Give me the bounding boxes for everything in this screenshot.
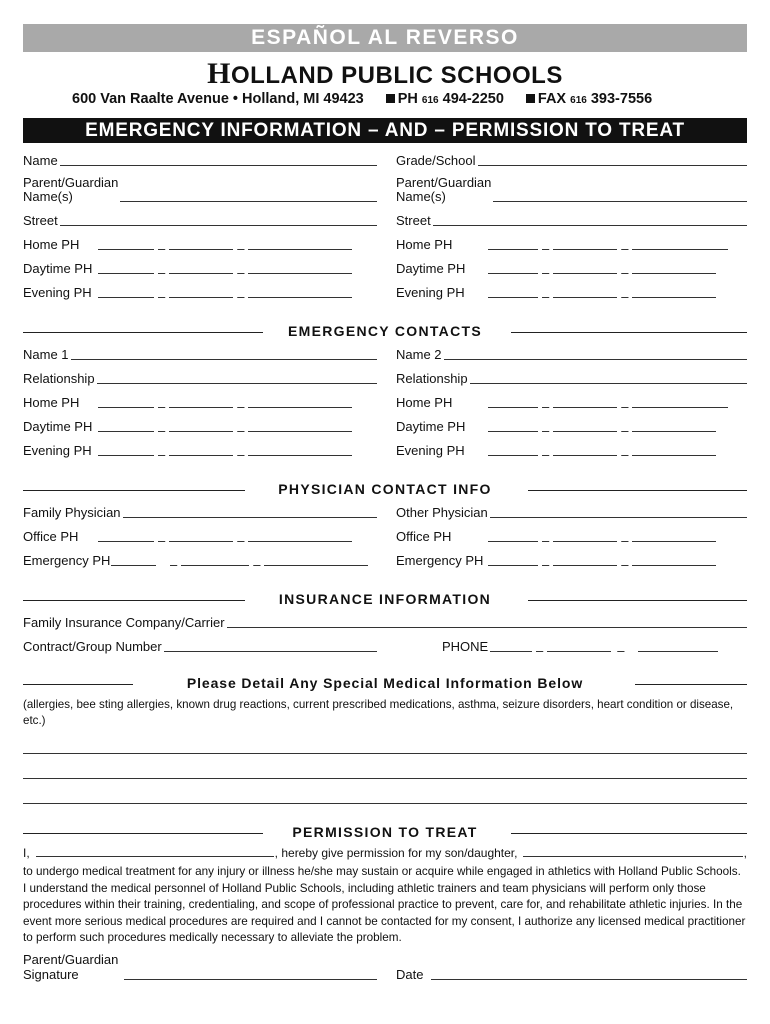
name1-field[interactable] bbox=[71, 358, 377, 360]
medical-line-2[interactable] bbox=[23, 754, 747, 779]
school-address-line bbox=[23, 90, 747, 110]
ec-daytime-ph-field[interactable]: – – bbox=[98, 419, 352, 432]
medical-info-heading: Please Detail Any Special Medical Information Below bbox=[23, 673, 747, 695]
evening-ph-field[interactable]: – – bbox=[98, 285, 352, 298]
insurance-phone-field[interactable]: – – bbox=[490, 639, 718, 652]
ec-home-ph-label-2: Home PH bbox=[396, 395, 453, 410]
name-label: Name bbox=[23, 153, 58, 168]
square-bullet-icon bbox=[526, 94, 535, 103]
insurance-company-field[interactable] bbox=[227, 626, 747, 628]
parent-guardian-label: Parent/Guardian bbox=[23, 175, 119, 190]
contract-group-label: Contract/Group Number bbox=[23, 639, 162, 654]
ec-daytime-ph-field-2[interactable]: – – bbox=[488, 419, 716, 432]
family-physician-label: Family Physician bbox=[23, 505, 121, 520]
ec-evening-ph-field[interactable]: – – bbox=[98, 443, 352, 456]
street-field[interactable] bbox=[60, 224, 377, 226]
ec-daytime-ph-label-2: Daytime PH bbox=[396, 419, 466, 434]
other-physician-field[interactable] bbox=[490, 516, 747, 518]
evening-ph-field-2[interactable]: – – bbox=[488, 285, 716, 298]
child-name-blank[interactable] bbox=[523, 855, 742, 857]
logo-text: OLLAND PUBLIC SCHOOLS bbox=[231, 62, 563, 89]
parent-guardian-label-2: Parent/Guardian bbox=[396, 175, 492, 190]
relationship-field-2[interactable] bbox=[470, 382, 747, 384]
grade-school-field[interactable] bbox=[478, 164, 748, 166]
name2-field[interactable] bbox=[444, 358, 747, 360]
medical-note: (allergies, bee sting allergies, known drug reactions, current prescribed medications, asthma, seizure disorders, heart condition or disease, etc.) bbox=[23, 698, 734, 727]
name-field[interactable] bbox=[60, 164, 377, 166]
ec-daytime-ph-label: Daytime PH bbox=[23, 419, 93, 434]
date-label: Date bbox=[396, 966, 424, 982]
daytime-ph-field[interactable]: – – bbox=[98, 261, 352, 274]
signature-label: Signature bbox=[23, 966, 79, 982]
emergency-ph-field-2[interactable]: – – bbox=[488, 553, 716, 566]
insurance-company-label: Family Insurance Company/Carrier bbox=[23, 615, 225, 630]
street-field-2[interactable] bbox=[433, 224, 747, 226]
medical-line-1[interactable] bbox=[23, 729, 747, 754]
spanish-banner: ESPAÑOL AL REVERSO bbox=[23, 24, 747, 52]
medical-line-3[interactable] bbox=[23, 779, 747, 804]
emergency-ph-field[interactable]: – – bbox=[111, 553, 368, 566]
ec-evening-ph-label-2: Evening PH bbox=[396, 443, 465, 458]
school-address: 600 Van Raalte Avenue • Holland, MI 49423 bbox=[72, 91, 364, 107]
street-label: Street bbox=[23, 213, 58, 228]
contract-group-field[interactable] bbox=[164, 650, 377, 652]
office-ph-label-2: Office PH bbox=[396, 529, 452, 544]
ec-evening-ph-label: Evening PH bbox=[23, 443, 92, 458]
emergency-ph-label: Emergency PH bbox=[23, 553, 111, 568]
insurance-heading: INSURANCE INFORMATION bbox=[23, 589, 747, 611]
daytime-ph-label-2: Daytime PH bbox=[396, 261, 466, 276]
sig-parent-guardian-label: Parent/Guardian bbox=[23, 951, 119, 967]
names-label-2: Name(s) bbox=[396, 189, 446, 204]
ec-home-ph-label: Home PH bbox=[23, 395, 80, 410]
evening-ph-label: Evening PH bbox=[23, 285, 92, 300]
daytime-ph-field-2[interactable]: – – bbox=[488, 261, 716, 274]
ec-evening-ph-field-2[interactable]: – – bbox=[488, 443, 716, 456]
date-field[interactable] bbox=[431, 978, 747, 980]
office-ph-field-2[interactable]: – – bbox=[488, 529, 716, 542]
emergency-ph-label-2: Emergency PH bbox=[396, 553, 484, 568]
emergency-contacts-heading: EMERGENCY CONTACTS bbox=[23, 321, 747, 343]
name2-label: Name 2 bbox=[396, 347, 442, 362]
physician-contact-heading: PHYSICIAN CONTACT INFO bbox=[23, 479, 747, 501]
permission-i: I, bbox=[23, 846, 30, 860]
relationship-label-2: Relationship bbox=[396, 371, 468, 386]
daytime-ph-label: Daytime PH bbox=[23, 261, 93, 276]
permission-heading: PERMISSION TO TREAT bbox=[23, 822, 747, 844]
home-ph-field[interactable]: – – bbox=[98, 237, 352, 250]
school-logo bbox=[23, 57, 747, 90]
permission-paragraph: to undergo medical treatment for any injury or illness he/she may sustain or acquire while engaged in athletics with Holland Public Schools. I understand the medical personnel of Holland Public Schools, including athletic trainers and team physicians will perform only those procedures within their training, credentialing, and scope of professional practice to prevent, care for, and rehabilitate athletic injuries. In the event more serious medical procedures are required and I cannot be contacted for my consent, I authorize any licensed medical practitioner to perform such procedures medically necessary to alleviate the problem. bbox=[23, 865, 746, 944]
grade-school-label: Grade/School bbox=[396, 153, 476, 168]
office-ph-field[interactable]: – – bbox=[98, 529, 352, 542]
form-page bbox=[23, 24, 747, 985]
family-physician-field[interactable] bbox=[123, 516, 377, 518]
home-ph-label: Home PH bbox=[23, 237, 80, 252]
street-label-2: Street bbox=[396, 213, 431, 228]
relationship-label: Relationship bbox=[23, 371, 95, 386]
square-bullet-icon bbox=[386, 94, 395, 103]
home-ph-label-2: Home PH bbox=[396, 237, 453, 252]
permission-hereby: , hereby give permission for my son/daughter, bbox=[274, 846, 518, 860]
evening-ph-label-2: Evening PH bbox=[396, 285, 465, 300]
signature-field[interactable] bbox=[124, 978, 377, 980]
permission-line bbox=[23, 842, 747, 860]
ec-home-ph-field-2[interactable]: – – bbox=[488, 395, 728, 408]
ec-home-ph-field[interactable]: – – bbox=[98, 395, 352, 408]
logo-initial: H bbox=[207, 57, 231, 90]
school-fax: FAX 616 393-7556 bbox=[526, 90, 652, 110]
school-phone: PH 616 494-2250 bbox=[386, 90, 504, 110]
parent-name-blank[interactable] bbox=[36, 855, 274, 857]
office-ph-label: Office PH bbox=[23, 529, 79, 544]
other-physician-label: Other Physician bbox=[396, 505, 488, 520]
name1-label: Name 1 bbox=[23, 347, 69, 362]
parent-names-field-2[interactable] bbox=[493, 200, 747, 202]
names-label: Name(s) bbox=[23, 189, 73, 204]
home-ph-field-2[interactable]: – – bbox=[488, 237, 728, 250]
insurance-phone-label: PHONE bbox=[442, 639, 489, 654]
form-title: EMERGENCY INFORMATION – AND – PERMISSION TO TREAT bbox=[23, 118, 747, 143]
parent-names-field[interactable] bbox=[120, 200, 377, 202]
permission-end: , bbox=[743, 846, 747, 860]
relationship-field[interactable] bbox=[97, 382, 377, 384]
